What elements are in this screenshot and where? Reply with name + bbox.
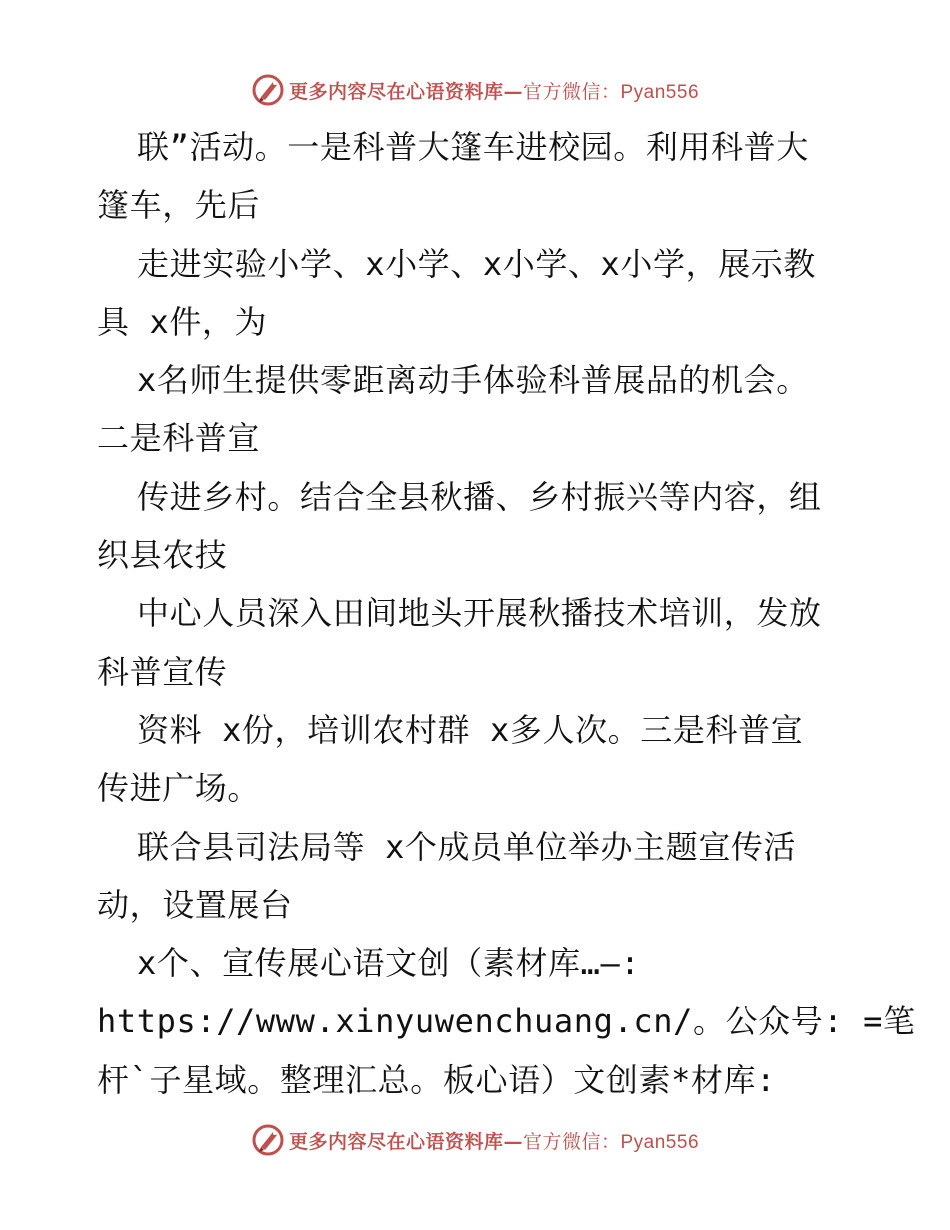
footer-banner-text: 更多内容尽在心语资料库—: [288, 1130, 523, 1153]
text-line: x名师生提供零距离动手体验科普展品的机会。: [137, 361, 809, 400]
footer-banner-wechat: 官方微信：Pyan556: [523, 1131, 700, 1153]
text-line: 资料 x份，培训农村群 x多人次。三是科普宣: [137, 710, 804, 749]
pen-logo-icon: [251, 73, 285, 107]
text-line: 动，设置展台: [97, 885, 293, 924]
pen-logo-icon: [251, 1123, 285, 1157]
text-line: 中心人员深入田间地头开展秋播技术培训，发放: [137, 594, 822, 633]
text-line: 走进实验小学、x小学、x小学、x小学，展示教: [137, 244, 816, 283]
text-line: 联合县司法局等 x个成员单位举办主题宣传活: [137, 827, 797, 866]
text-line: 科普宣传: [97, 652, 228, 691]
text-line: x个、宣传展心语文创（素材库…—:: [137, 944, 641, 983]
body-text: [97, 118, 916, 1109]
text-line: 具 x件，为: [97, 302, 268, 341]
text-line: 二是科普宣: [97, 419, 261, 458]
header-watermark-banner: [0, 70, 950, 110]
text-line: 传进乡村。结合全县秋播、乡村振兴等内容，组: [137, 477, 822, 516]
text-line: 杆`子星域。整理汇总。板心语）文创素*材库:: [97, 1060, 776, 1099]
text-line: 篷车，先后: [97, 186, 261, 225]
header-banner-wechat: 官方微信：Pyan556: [523, 81, 700, 103]
text-line: 联”活动。一是科普大篷车进校园。利用科普大: [137, 128, 809, 166]
text-line-url: https://www.xinyuwenchuang.cn/。公众号: =笔: [97, 1002, 916, 1041]
header-banner-text: 更多内容尽在心语资料库—: [288, 80, 523, 103]
text-line: 织县农技: [97, 536, 228, 575]
footer-watermark-banner: [0, 1120, 950, 1160]
text-line: 传进广场。: [97, 769, 261, 808]
